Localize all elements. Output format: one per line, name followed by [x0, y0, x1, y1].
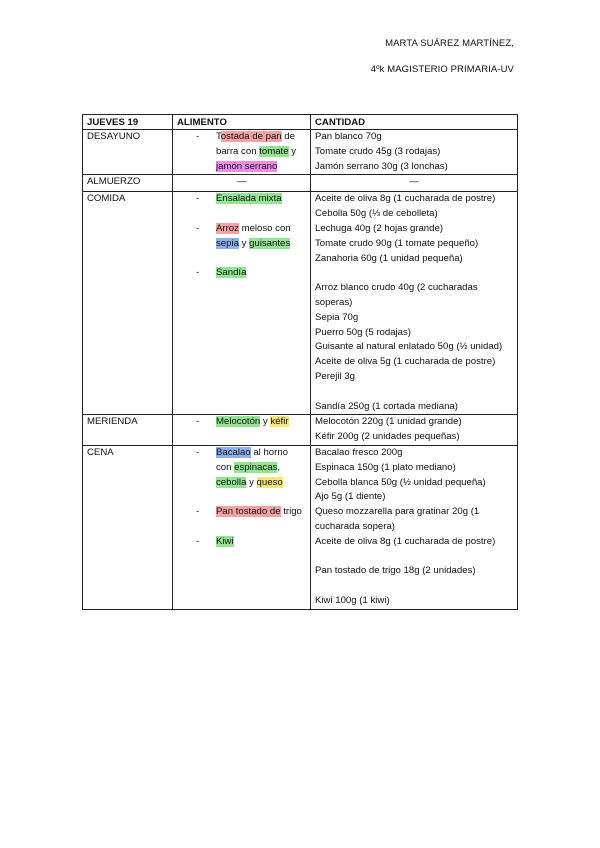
food-item [177, 446, 306, 490]
food-text-segment: y [288, 145, 297, 157]
highlighted-ingredient: Pan tostado de [216, 506, 281, 518]
quantity-line: Aceite de oliva 8g (1 cucharada de postre) [315, 193, 496, 205]
quantity-cell [311, 445, 518, 609]
row-comida [83, 192, 518, 415]
quantity-line: Sepia 70g [315, 311, 359, 323]
author-name: MARTA SUÁREZ MARTÍNEZ, [385, 38, 514, 49]
highlighted-ingredient: kéfir [270, 416, 289, 428]
row-cena [83, 445, 518, 609]
food-item [177, 505, 306, 520]
bullet-dash: - [196, 222, 200, 234]
food-item [177, 222, 306, 252]
highlighted-ingredient: jamón serrano [216, 160, 278, 172]
row-desayuno [83, 130, 518, 175]
food-item [177, 415, 306, 430]
food-text [216, 415, 306, 430]
quantity-line: Aceite de oliva 8g (1 cucharada de postre) [315, 535, 496, 547]
food-text [216, 192, 306, 207]
quantity-line: Tomate crudo 90g (1 tomate pequeño) [315, 237, 479, 249]
bullet-dash: - [196, 535, 200, 547]
highlighted-ingredient: guisantes [249, 237, 291, 249]
highlighted-ingredient: tomate [259, 145, 289, 157]
empty-mark: — [311, 175, 518, 192]
quantity-line: Jamón serrano 30g (3 lonchas) [315, 160, 448, 172]
quantity-line: Cebolla blanca 50g (½ unidad pequeña) [315, 476, 486, 488]
food-item [177, 130, 306, 174]
quantity-line: Sandía 250g (1 cortada mediana) [315, 400, 458, 412]
food-text [216, 446, 306, 490]
food-text-segment: y [260, 416, 271, 428]
food-text-segment: de barra con [216, 131, 295, 157]
food-text-segment: al horno con [216, 446, 289, 473]
highlighted-ingredient: espinacas [234, 461, 278, 473]
quantity-line: Puerro 50g (5 rodajas) [315, 326, 411, 338]
food-text-segment: y [238, 237, 250, 249]
quantity-line: Zanahoria 60g (1 unidad pequeña) [315, 252, 463, 264]
highlighted-ingredient: ostada de pan [220, 131, 282, 142]
quantity-line: Kiwi 100g (1 kiwi) [315, 594, 390, 606]
quantity-line: Tomate crudo 45g (3 rodajas) [315, 145, 441, 157]
header-row [83, 115, 518, 130]
food-text [216, 222, 306, 252]
quantity-line: Lechuga 40g (2 hojas grande) [315, 222, 444, 234]
food-text-segment: trigo [280, 506, 302, 518]
food-text-segment: , [277, 461, 281, 473]
quantity-gap [315, 266, 513, 281]
quantity-cell [311, 415, 518, 446]
highlighted-ingredient: Kiwi [216, 535, 234, 547]
food-text [216, 130, 306, 174]
quantity-line: Kéfir 200g (2 unidades pequeñas) [315, 431, 460, 443]
row-almuerzo [83, 175, 518, 192]
highlighted-ingredient: Ensalada mixta [216, 193, 282, 205]
bullet-dash: - [196, 131, 200, 142]
food-text-segment: y [246, 476, 257, 488]
highlighted-ingredient: Melocotón [216, 416, 261, 428]
highlighted-ingredient: Sandía [216, 267, 247, 279]
bullet-dash: - [196, 416, 200, 428]
menu-table [82, 114, 518, 610]
highlighted-ingredient: Bacalao [216, 446, 251, 458]
header-day: JUEVES 19 [83, 115, 173, 130]
row-merienda [83, 415, 518, 446]
food-item [177, 192, 306, 207]
quantity-line: Cebolla 50g (⅓ de cebolleta) [315, 208, 438, 220]
quantity-line: Ajo 5g (1 diente) [315, 491, 386, 503]
food-item [177, 535, 306, 550]
food-text-segment: T [216, 131, 221, 142]
food-cell [173, 192, 311, 415]
quantity-line: Pan tostado de trigo 18g (2 unidades) [315, 565, 476, 577]
quantity-cell [311, 192, 518, 415]
highlighted-ingredient: sepia [216, 237, 239, 249]
quantity-line: Queso mozzarella para gratinar 20g (1 cucharada sopera) [315, 506, 480, 532]
quantity-line: Guisante al natural enlatado 50g (½ unidad) [315, 341, 503, 353]
bullet-dash: - [196, 506, 200, 518]
meal-label: COMIDA [83, 192, 173, 415]
food-item [177, 266, 306, 281]
quantity-line: Melocotón 220g (1 unidad grande) [315, 416, 462, 428]
quantity-gap [315, 579, 513, 594]
quantity-gap [315, 550, 513, 565]
bullet-dash: - [196, 267, 200, 279]
highlighted-ingredient: Arroz [216, 222, 239, 234]
quantity-cell [311, 130, 518, 175]
header-quantity: CANTIDAD [311, 115, 518, 130]
quantity-line: Aceite de oliva 5g (1 cucharada de postre) [315, 356, 496, 368]
quantity-gap [315, 385, 513, 400]
quantity-line: Pan blanco 70g [315, 131, 382, 142]
author-course: 4ºk MAGISTERIO PRIMARIA-UV [370, 64, 514, 75]
quantity-line: Arroz blanco crudo 40g (2 cucharadas soperas) [315, 282, 478, 308]
meal-label: CENA [83, 445, 173, 609]
meal-label: DESAYUNO [83, 130, 173, 175]
quantity-line: Bacalao fresco 200g [315, 446, 403, 458]
food-cell [173, 445, 311, 609]
food-text [216, 505, 306, 520]
highlighted-ingredient: cebolla [216, 476, 247, 488]
bullet-dash: - [196, 446, 200, 458]
food-text [216, 266, 306, 281]
food-text-segment: meloso con [238, 222, 291, 234]
quantity-line: Espinaca 150g (1 plato mediano) [315, 461, 456, 473]
header-food: ALIMENTO [173, 115, 311, 130]
quantity-line: Perejil 3g [315, 370, 355, 382]
meal-label: MERIENDA [83, 415, 173, 446]
highlighted-ingredient: queso [256, 476, 283, 488]
empty-mark: — [173, 175, 311, 192]
meal-label: ALMUERZO [83, 175, 173, 192]
food-cell [173, 415, 311, 446]
food-cell [173, 130, 311, 175]
bullet-dash: - [196, 193, 200, 205]
food-text [216, 535, 306, 550]
